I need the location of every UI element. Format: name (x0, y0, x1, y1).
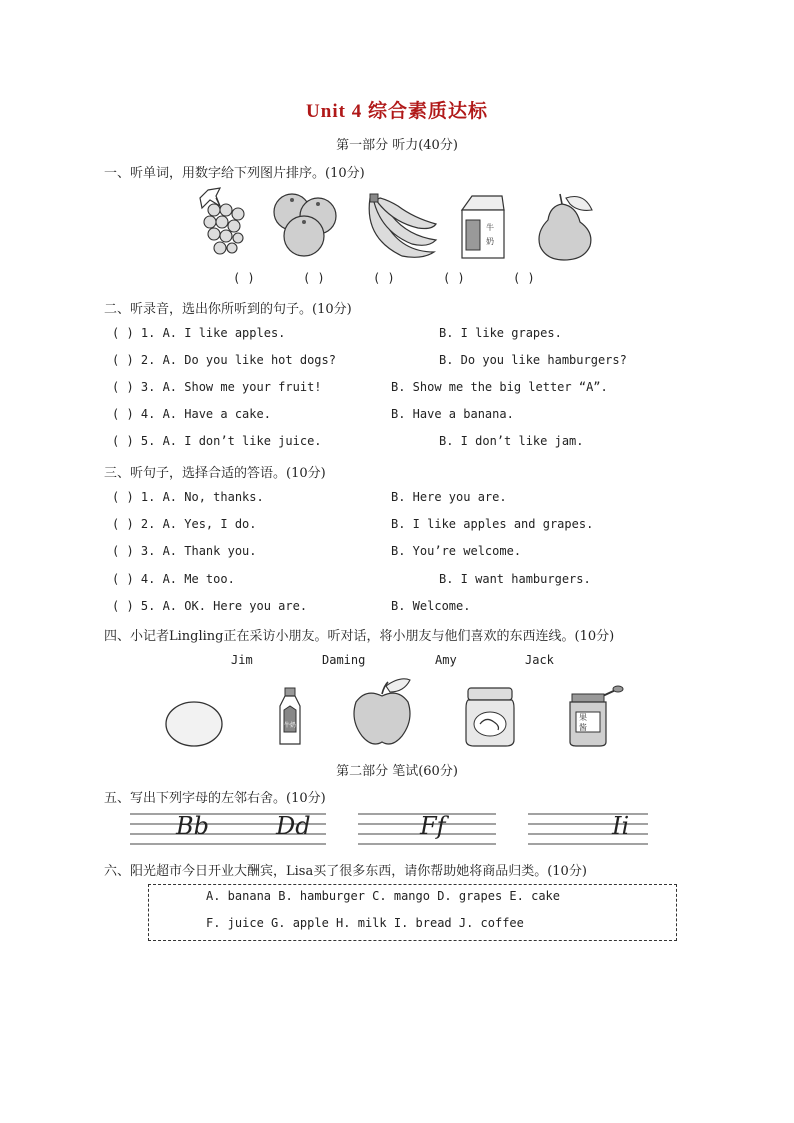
question-line: ( ) 3. A. Thank you. (112, 544, 257, 558)
question-line: ( ) 4. A. Have a cake. (112, 407, 271, 421)
option-b: B. Do you like hamburgers? (439, 353, 627, 367)
question-line: ( ) 1. A. I like apples. (112, 326, 286, 340)
letter-bb: Bb (176, 812, 209, 840)
section-5-heading: 五、写出下列字母的左邻右舍。(10分) (104, 791, 326, 806)
apple-icon[interactable] (350, 676, 414, 748)
option-b: B. I don’t like jam. (439, 434, 584, 448)
egg-icon[interactable] (164, 700, 226, 748)
name-amy[interactable]: Amy (435, 653, 457, 667)
question-line: ( ) 3. A. Show me your fruit! (112, 380, 322, 394)
option-b: B. Welcome. (391, 599, 471, 613)
answer-blank-5[interactable]: ( ) (513, 271, 535, 285)
section-6-heading: 六、阳光超市今日开业大酬宾，Lisa买了很多东西，请你帮助她将商品归类。(10分) (104, 864, 587, 879)
answer-blank-1[interactable]: ( ) (233, 271, 255, 285)
svg-text:酱: 酱 (579, 723, 587, 732)
option-b: B. Have a banana. (391, 407, 514, 421)
option-b: B. I like grapes. (439, 326, 562, 340)
section-3-heading: 三、听句子，选择合适的答语。(10分) (104, 466, 326, 481)
grapes-icon (190, 186, 250, 262)
question-line: ( ) 2. A. Yes, I do. (112, 517, 257, 531)
option-b: B. I like apples and grapes. (391, 517, 594, 531)
name-jim[interactable]: Jim (231, 653, 253, 667)
option-b: B. Show me the big letter “A”. (391, 380, 608, 394)
honey-jar-icon[interactable] (464, 686, 516, 748)
page-title: Unit 4 综合素质达标 (306, 101, 488, 122)
svg-text:奶: 奶 (486, 237, 494, 246)
letter-dd: Dd (276, 812, 311, 840)
section-2-heading: 二、听录音，选出你所听到的句子。(10分) (104, 302, 352, 317)
question-line: ( ) 5. A. OK. Here you are. (112, 599, 308, 613)
part-one-heading: 第一部分 听力(40分) (336, 138, 458, 153)
pear-icon (532, 190, 598, 262)
option-b: B. You’re welcome. (391, 544, 522, 558)
answer-blank-4[interactable]: ( ) (443, 271, 465, 285)
svg-text:牛奶: 牛奶 (284, 722, 297, 729)
word-list-line-1: A. banana B. hamburger C. mango D. grapes E. cake (206, 889, 561, 903)
question-line: ( ) 2. A. Do you like hot dogs? (112, 353, 336, 367)
svg-text:牛: 牛 (486, 223, 494, 232)
word-list-line-2: F. juice G. apple H. milk I. bread J. coffee (206, 916, 524, 930)
part-two-heading: 第二部分 笔试(60分) (336, 764, 458, 779)
question-line: ( ) 5. A. I don’t like juice. (112, 434, 322, 448)
oranges-icon (270, 190, 342, 260)
question-line: ( ) 4. A. Me too. (112, 572, 235, 586)
milk-bottle-icon[interactable] (276, 686, 304, 748)
letter-ii: Ii (612, 812, 630, 840)
jam-jar-icon[interactable] (566, 686, 622, 748)
answer-blank-3[interactable]: ( ) (373, 271, 395, 285)
letter-ff: Ff (420, 812, 446, 840)
option-b: B. Here you are. (391, 490, 507, 504)
svg-text:果: 果 (579, 713, 587, 722)
name-daming[interactable]: Daming (322, 653, 366, 667)
option-b: B. I want hamburgers. (439, 572, 591, 586)
section-1-heading: 一、听单词，用数字给下列图片排序。(10分) (104, 166, 365, 181)
milk-carton-icon (456, 192, 508, 262)
answer-blank-2[interactable]: ( ) (303, 271, 325, 285)
bananas-icon (362, 194, 438, 262)
name-jack[interactable]: Jack (525, 653, 554, 667)
section-4-heading: 四、小记者Lingling正在采访小朋友。听对话，将小朋友与他们喜欢的东西连线。(10分) (104, 629, 615, 644)
question-line: ( ) 1. A. No, thanks. (112, 490, 264, 504)
